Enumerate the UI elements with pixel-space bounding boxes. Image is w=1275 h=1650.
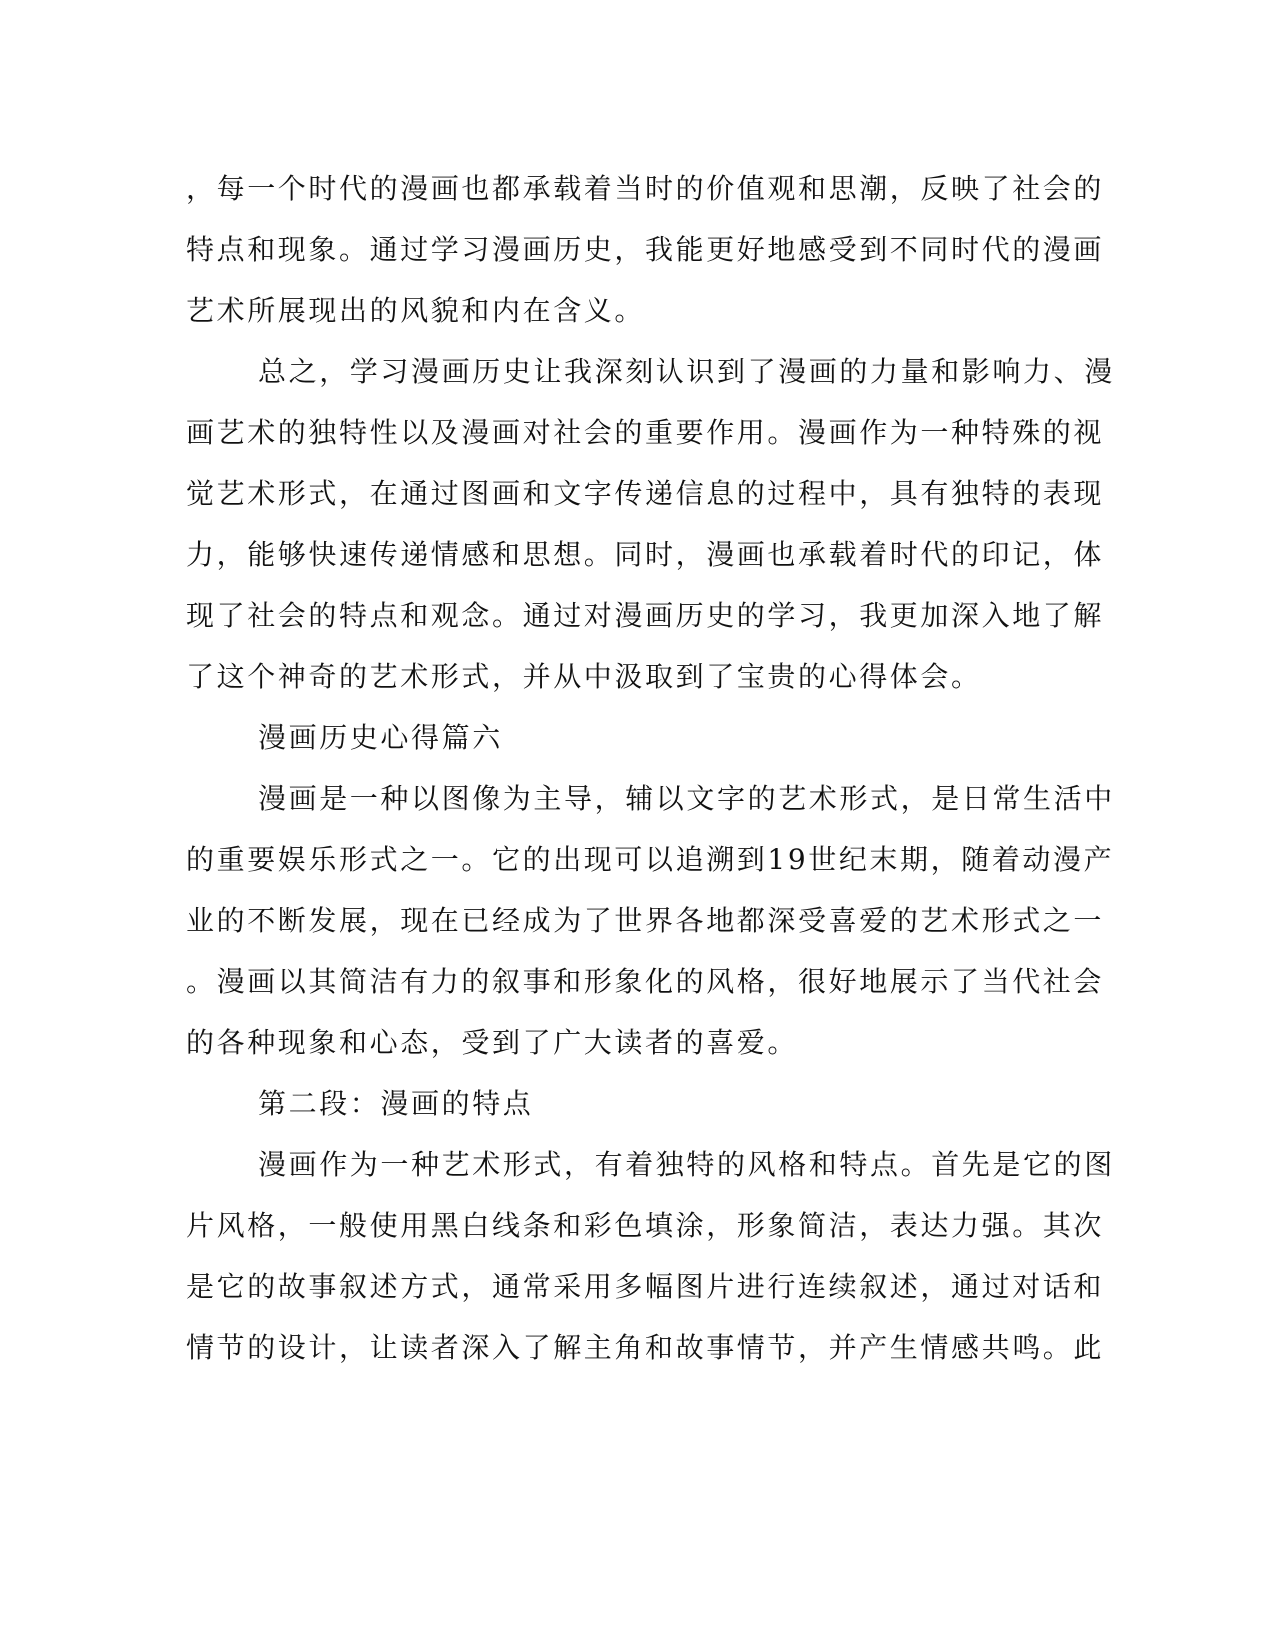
text-line: 了这个神奇的艺术形式，并从中汲取到了宝贵的心得体会。 bbox=[186, 660, 982, 693]
text-line: 力，能够快速传递情感和思想。同时，漫画也承载着时代的印记，体 bbox=[186, 538, 1105, 571]
section-heading: 漫画历史心得篇六 bbox=[258, 721, 503, 754]
paragraph-start-line: 总之，学习漫画历史让我深刻认识到了漫画的力量和影响力、漫 bbox=[258, 355, 1115, 388]
text-line: 业的不断发展，现在已经成为了世界各地都深受喜爱的艺术形式之一 bbox=[186, 904, 1105, 937]
text-line: 画艺术的独特性以及漫画对社会的重要作用。漫画作为一种特殊的视 bbox=[186, 416, 1105, 449]
section-heading: 第二段：漫画的特点 bbox=[258, 1087, 534, 1120]
text-line: ，每一个时代的漫画也都承载着当时的价值观和思潮，反映了社会的 bbox=[186, 172, 1105, 205]
text-line: 。漫画以其简洁有力的叙事和形象化的风格，很好地展示了当代社会 bbox=[186, 965, 1105, 998]
text-line: 的重要娱乐形式之一。它的出现可以追溯到19世纪末期，随着动漫产 bbox=[186, 843, 1115, 876]
text-line: 的各种现象和心态，受到了广大读者的喜爱。 bbox=[186, 1026, 799, 1059]
text-line: 是它的故事叙述方式，通常采用多幅图片进行连续叙述，通过对话和 bbox=[186, 1270, 1105, 1303]
text-line: 觉艺术形式，在通过图画和文字传递信息的过程中，具有独特的表现 bbox=[186, 477, 1105, 510]
paragraph-start-line: 漫画作为一种艺术形式，有着独特的风格和特点。首先是它的图 bbox=[258, 1148, 1115, 1181]
text-line: 特点和现象。通过学习漫画历史，我能更好地感受到不同时代的漫画 bbox=[186, 233, 1105, 266]
text-line: 现了社会的特点和观念。通过对漫画历史的学习，我更加深入地了解 bbox=[186, 599, 1105, 632]
text-line: 片风格，一般使用黑白线条和彩色填涂，形象简洁，表达力强。其次 bbox=[186, 1209, 1105, 1242]
paragraph-start-line: 漫画是一种以图像为主导，辅以文字的艺术形式，是日常生活中 bbox=[258, 782, 1115, 815]
text-line: 情节的设计，让读者深入了解主角和故事情节，并产生情感共鸣。此 bbox=[186, 1331, 1105, 1364]
body-text bbox=[186, 158, 1115, 1378]
text-line: 艺术所展现出的风貌和内在含义。 bbox=[186, 294, 646, 327]
